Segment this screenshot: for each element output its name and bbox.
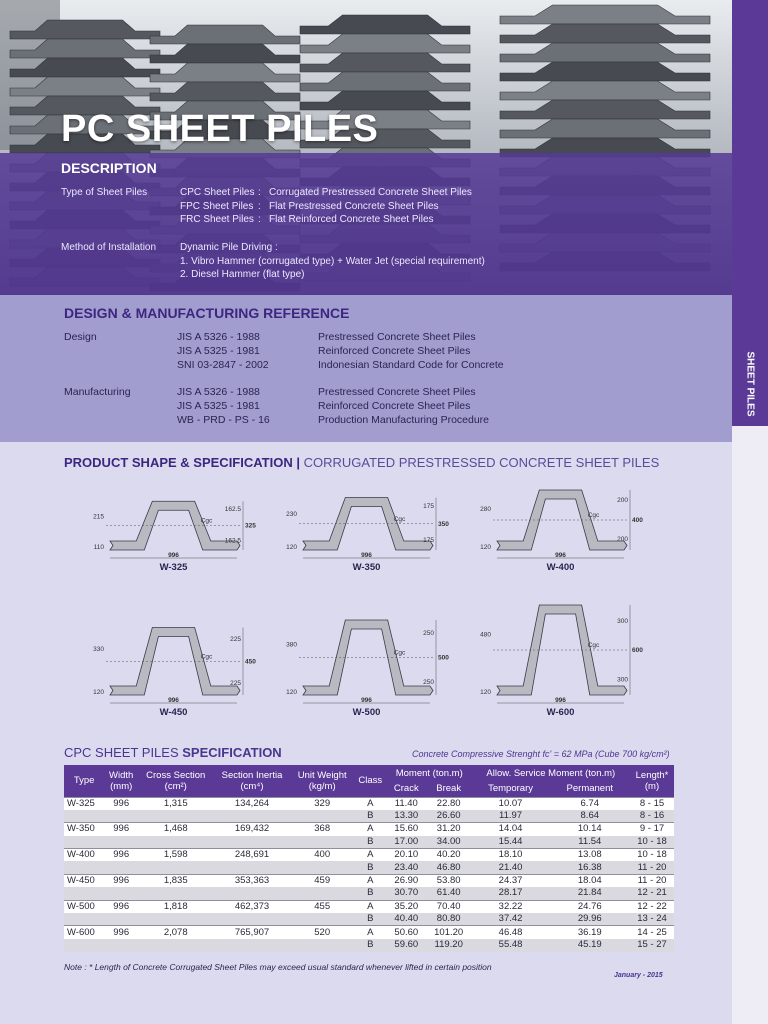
stacked-pile xyxy=(500,62,710,81)
cell-class: B xyxy=(354,861,387,874)
method-line: 1. Vibro Hammer (corrugated type) + Water Jet (special requirement) xyxy=(180,256,485,267)
cell-type: W-325 xyxy=(64,797,104,810)
standard-desc: Reinforced Concrete Sheet Piles xyxy=(318,400,471,412)
cell-weight: 329 xyxy=(291,797,354,810)
cell-cross xyxy=(138,861,213,874)
cgc-label: Cgc xyxy=(393,515,406,523)
cell-cross: 1,315 xyxy=(138,797,213,810)
table-row xyxy=(64,913,674,926)
col-type: Type xyxy=(64,765,104,797)
width-dim: 996 xyxy=(361,552,372,559)
cell-weight xyxy=(291,939,354,952)
standard-code: SNI 03-2847 - 2002 xyxy=(177,359,269,371)
cell-break: 26.60 xyxy=(426,810,472,823)
stacked-pile xyxy=(300,72,470,91)
total-dim: 450 xyxy=(245,658,256,666)
cell-weight xyxy=(291,887,354,900)
cell-inertia: 353,363 xyxy=(213,874,290,887)
spec-heading-light: CPC SHEET PILES xyxy=(64,745,179,760)
cell-type xyxy=(64,887,104,900)
cell-cross: 1,835 xyxy=(138,874,213,887)
table-row xyxy=(64,939,674,952)
cell-length: 10 - 18 xyxy=(630,849,674,862)
table-row xyxy=(64,797,674,810)
cell-inertia xyxy=(213,810,290,823)
top-dim: 175 xyxy=(423,503,434,510)
top-dim: 200 xyxy=(617,497,628,504)
cell-width xyxy=(104,913,138,926)
cell-temporary: 21.40 xyxy=(472,861,550,874)
standard-desc: Prestressed Concrete Sheet Piles xyxy=(318,386,476,398)
col-length xyxy=(630,765,674,797)
cell-permanent: 10.14 xyxy=(550,823,631,836)
cell-type: W-350 xyxy=(64,823,104,836)
cell-width: 996 xyxy=(104,823,138,836)
width-dim: 996 xyxy=(361,697,372,704)
cell-width xyxy=(104,939,138,952)
cell-weight: 368 xyxy=(291,823,354,836)
height-dim: 380 xyxy=(286,641,297,649)
method-line: Dynamic Pile Driving : xyxy=(180,242,278,253)
cell-length: 11 - 20 xyxy=(630,861,674,874)
total-dim: 500 xyxy=(438,654,449,662)
side-margin-strip xyxy=(732,426,768,1024)
type-sep: : xyxy=(258,214,261,225)
width-dim: 996 xyxy=(555,697,566,704)
cell-permanent: 24.76 xyxy=(550,900,631,913)
cell-temporary: 14.04 xyxy=(472,823,550,836)
cell-length: 9 - 17 xyxy=(630,823,674,836)
cell-permanent: 6.74 xyxy=(550,797,631,810)
standard-code: WB - PRD - PS - 16 xyxy=(177,414,270,426)
standard-code: JIS A 5325 - 1981 xyxy=(177,345,260,357)
cell-crack: 30.70 xyxy=(387,887,426,900)
cell-weight xyxy=(291,810,354,823)
total-dim: 600 xyxy=(632,647,643,654)
cell-type: W-400 xyxy=(64,849,104,862)
bottom-dim: 120 xyxy=(93,689,104,696)
bottom-half-dim: 250 xyxy=(423,678,434,686)
table-row xyxy=(64,900,674,913)
cell-length: 12 - 22 xyxy=(630,900,674,913)
type-of-sheet-piles-label: Type of Sheet Piles xyxy=(61,187,148,198)
col-allow-moment: Allow. Service Moment (ton.m) xyxy=(472,765,630,781)
cell-crack: 11.40 xyxy=(387,797,426,810)
table-row xyxy=(64,823,674,836)
type-code: FRC Sheet Piles xyxy=(180,214,254,225)
cell-crack: 23.40 xyxy=(387,861,426,874)
cell-length: 11 - 20 xyxy=(630,874,674,887)
stacked-pile xyxy=(150,82,300,101)
cell-cross xyxy=(138,836,213,849)
cell-width xyxy=(104,861,138,874)
width-dim: 996 xyxy=(555,552,566,559)
table-row xyxy=(64,887,674,900)
table-row xyxy=(64,810,674,823)
col-weight-l1: Unit Weight xyxy=(297,769,347,781)
cell-crack: 20.10 xyxy=(387,849,426,862)
product-shape-heading-bold: PRODUCT SHAPE & SPECIFICATION | xyxy=(64,455,300,470)
cell-temporary: 11.97 xyxy=(472,810,550,823)
standard-desc: Indonesian Standard Code for Concrete xyxy=(318,359,504,371)
cell-length: 14 - 25 xyxy=(630,926,674,939)
total-dim: 400 xyxy=(632,517,643,524)
cell-inertia xyxy=(213,887,290,900)
cell-permanent: 16.38 xyxy=(550,861,631,874)
top-dim: 162.5 xyxy=(224,506,241,513)
shape-name: W-400 xyxy=(546,562,575,573)
standard-desc: Prestressed Concrete Sheet Piles xyxy=(318,331,476,343)
type-name: Corrugated Prestressed Concrete Sheet Piles xyxy=(269,187,472,198)
cell-class: A xyxy=(354,874,387,887)
cell-length: 10 - 18 xyxy=(630,836,674,849)
width-dim: 996 xyxy=(168,697,179,704)
cell-type: W-600 xyxy=(64,926,104,939)
cell-permanent: 29.96 xyxy=(550,913,631,926)
cell-temporary: 24.37 xyxy=(472,874,550,887)
cell-length: 12 - 21 xyxy=(630,887,674,900)
stacked-pile xyxy=(500,24,710,43)
top-dim: 300 xyxy=(617,618,628,625)
standard-desc: Production Manufacturing Procedure xyxy=(318,414,490,426)
cell-crack: 59.60 xyxy=(387,939,426,952)
cell-permanent: 21.84 xyxy=(550,887,631,900)
cell-weight: 400 xyxy=(291,849,354,862)
cell-temporary: 10.07 xyxy=(472,797,550,810)
col-width-l1: Width xyxy=(109,769,134,781)
cell-permanent: 13.08 xyxy=(550,849,631,862)
cell-type: W-450 xyxy=(64,874,104,887)
cell-temporary: 37.42 xyxy=(472,913,550,926)
cell-width: 996 xyxy=(104,926,138,939)
side-tab-label: SHEET PILES xyxy=(744,351,756,417)
col-cross-l2: (cm²) xyxy=(164,780,187,792)
cell-length: 15 - 27 xyxy=(630,939,674,952)
cell-crack: 15.60 xyxy=(387,823,426,836)
cgc-label: Cgc xyxy=(587,512,600,519)
cell-class: A xyxy=(354,900,387,913)
cell-temporary: 32.22 xyxy=(472,900,550,913)
table-row xyxy=(64,836,674,849)
cell-crack: 50.60 xyxy=(387,926,426,939)
col-width-l2: (mm) xyxy=(110,780,133,792)
type-sep: : xyxy=(258,187,261,198)
cell-crack: 40.40 xyxy=(387,913,426,926)
col-unit-weight xyxy=(291,765,354,797)
cell-type xyxy=(64,861,104,874)
bottom-half-dim: 225 xyxy=(230,679,241,687)
stacked-pile xyxy=(150,63,300,82)
type-code: CPC Sheet Piles xyxy=(180,187,255,198)
cell-break: 31.20 xyxy=(426,823,472,836)
shape-name: W-450 xyxy=(159,707,188,718)
spec-heading-bold: SPECIFICATION xyxy=(182,745,282,760)
cell-length: 8 - 16 xyxy=(630,810,674,823)
table-row xyxy=(64,861,674,874)
design-label: Design xyxy=(64,331,97,343)
cell-cross xyxy=(138,913,213,926)
spec-table-body xyxy=(64,797,674,952)
height-dim: 230 xyxy=(286,510,297,518)
cell-inertia xyxy=(213,939,290,952)
col-inertia-l2: (cm⁴) xyxy=(240,780,264,792)
col-cross-l1: Cross Section xyxy=(146,769,206,781)
cell-width xyxy=(104,810,138,823)
product-shape-heading xyxy=(64,455,659,470)
total-dim: 350 xyxy=(438,520,449,528)
cell-class: A xyxy=(354,849,387,862)
top-dim: 225 xyxy=(230,636,241,643)
bottom-half-dim: 300 xyxy=(617,676,628,684)
cell-class: B xyxy=(354,939,387,952)
height-dim: 215 xyxy=(93,513,104,521)
cell-width: 996 xyxy=(104,874,138,887)
cell-inertia xyxy=(213,836,290,849)
page-title: PC SHEET PILES xyxy=(61,108,379,150)
cell-break: 22.80 xyxy=(426,797,472,810)
method-of-installation-label: Method of Installation xyxy=(61,242,157,253)
cell-class: B xyxy=(354,836,387,849)
bottom-dim: 120 xyxy=(286,544,297,551)
bottom-half-dim: 200 xyxy=(617,536,628,543)
standard-code: JIS A 5326 - 1988 xyxy=(177,331,260,343)
spec-heading xyxy=(64,745,282,760)
shape-name: W-500 xyxy=(352,707,381,718)
cell-crack: 35.20 xyxy=(387,900,426,913)
cell-width xyxy=(104,836,138,849)
design-manufacturing-heading: DESIGN & MANUFACTURING REFERENCE xyxy=(64,305,350,321)
col-moment: Moment (ton.m) xyxy=(387,765,472,781)
cell-width: 996 xyxy=(104,797,138,810)
cell-type xyxy=(64,810,104,823)
cell-width: 996 xyxy=(104,849,138,862)
stacked-pile xyxy=(300,53,470,72)
cell-weight: 459 xyxy=(291,874,354,887)
cell-break: 80.80 xyxy=(426,913,472,926)
stacked-pile xyxy=(300,15,470,34)
table-row xyxy=(64,849,674,862)
cell-class: A xyxy=(354,823,387,836)
col-class: Class xyxy=(354,765,387,797)
standard-code: JIS A 5325 - 1981 xyxy=(177,400,260,412)
total-dim: 325 xyxy=(245,522,256,530)
cell-cross xyxy=(138,939,213,952)
cell-permanent: 8.64 xyxy=(550,810,631,823)
cell-temporary: 15.44 xyxy=(472,836,550,849)
type-name: Flat Prestressed Concrete Sheet Piles xyxy=(269,201,439,212)
type-name: Flat Reinforced Concrete Sheet Piles xyxy=(269,214,434,225)
cell-cross: 2,078 xyxy=(138,926,213,939)
cell-class: A xyxy=(354,797,387,810)
col-length-l2: (m) xyxy=(644,780,660,792)
cell-type: W-500 xyxy=(64,900,104,913)
concrete-strength-note: Concrete Compressive Strenght fc' = 62 MPa (Cube 700 kg/cm²) xyxy=(412,749,670,759)
cell-cross: 1,818 xyxy=(138,900,213,913)
cell-temporary: 28.17 xyxy=(472,887,550,900)
col-temporary: Temporary xyxy=(472,781,550,797)
cell-permanent: 36.19 xyxy=(550,926,631,939)
stacked-pile xyxy=(500,100,710,119)
cell-crack: 26.90 xyxy=(387,874,426,887)
cell-inertia xyxy=(213,913,290,926)
stacked-pile xyxy=(150,25,300,44)
cell-cross: 1,468 xyxy=(138,823,213,836)
bottom-half-dim: 175 xyxy=(423,537,434,545)
cell-break: 53.80 xyxy=(426,874,472,887)
stacked-pile xyxy=(150,44,300,63)
cell-break: 46.80 xyxy=(426,861,472,874)
cgc-label: Cgc xyxy=(393,649,406,657)
col-break: Break xyxy=(426,781,472,797)
shape-name: W-600 xyxy=(546,707,575,718)
top-dim: 250 xyxy=(423,630,434,637)
cell-weight xyxy=(291,861,354,874)
cgc-label: Cgc xyxy=(200,653,213,661)
bottom-dim: 110 xyxy=(93,544,104,551)
cell-weight xyxy=(291,836,354,849)
cell-class: B xyxy=(354,887,387,900)
description-heading: DESCRIPTION xyxy=(61,160,157,176)
cell-cross: 1,598 xyxy=(138,849,213,862)
width-dim: 996 xyxy=(168,552,179,559)
standard-desc: Reinforced Concrete Sheet Piles xyxy=(318,345,471,357)
cell-length: 13 - 24 xyxy=(630,913,674,926)
height-dim: 280 xyxy=(480,506,491,513)
stacked-pile xyxy=(500,81,710,100)
publication-date: January - 2015 xyxy=(614,972,663,979)
cell-inertia: 169,432 xyxy=(213,823,290,836)
cell-temporary: 55.48 xyxy=(472,939,550,952)
cell-inertia xyxy=(213,861,290,874)
cell-break: 40.20 xyxy=(426,849,472,862)
col-length-l1: Length* xyxy=(635,769,669,781)
manufacturing-label: Manufacturing xyxy=(64,386,131,398)
col-crack: Crack xyxy=(387,781,426,797)
bottom-dim: 120 xyxy=(480,689,491,696)
cell-inertia: 248,691 xyxy=(213,849,290,862)
method-line: 2. Diesel Hammer (flat type) xyxy=(180,269,305,280)
spec-table xyxy=(64,765,674,952)
cell-length: 8 - 15 xyxy=(630,797,674,810)
col-weight-l2: (kg/m) xyxy=(308,780,336,792)
cell-permanent: 45.19 xyxy=(550,939,631,952)
stacked-pile xyxy=(500,5,710,24)
cell-type xyxy=(64,836,104,849)
cell-cross xyxy=(138,810,213,823)
cell-crack: 17.00 xyxy=(387,836,426,849)
cell-break: 34.00 xyxy=(426,836,472,849)
cell-weight xyxy=(291,913,354,926)
col-permanent: Permanent xyxy=(550,781,631,797)
stacked-pile xyxy=(500,119,710,138)
cell-class: B xyxy=(354,913,387,926)
cgc-label: Cgc xyxy=(587,642,600,649)
cell-width: 996 xyxy=(104,900,138,913)
table-row xyxy=(64,926,674,939)
cell-break: 70.40 xyxy=(426,900,472,913)
shape-name: W-350 xyxy=(352,562,381,573)
type-code: FPC Sheet Piles xyxy=(180,201,254,212)
cell-temporary: 18.10 xyxy=(472,849,550,862)
cell-break: 101.20 xyxy=(426,926,472,939)
cell-class: A xyxy=(354,926,387,939)
col-cross-section xyxy=(138,765,213,797)
table-row xyxy=(64,874,674,887)
col-inertia-l1: Section Inertia xyxy=(221,769,283,781)
cell-permanent: 11.54 xyxy=(550,836,631,849)
cell-inertia: 134,264 xyxy=(213,797,290,810)
col-section-inertia xyxy=(213,765,290,797)
height-dim: 330 xyxy=(93,646,104,654)
cell-type xyxy=(64,939,104,952)
cell-class: B xyxy=(354,810,387,823)
cell-break: 119.20 xyxy=(426,939,472,952)
bottom-dim: 120 xyxy=(286,689,297,696)
cell-break: 61.40 xyxy=(426,887,472,900)
height-dim: 480 xyxy=(480,631,491,639)
cell-inertia: 462,373 xyxy=(213,900,290,913)
stacked-pile xyxy=(500,43,710,62)
cell-type xyxy=(64,913,104,926)
cell-cross xyxy=(138,887,213,900)
cell-width xyxy=(104,887,138,900)
length-footnote: Note : * Length of Concrete Corrugated Sheet Piles may exceed usual standard whenever lifted in certain position xyxy=(64,962,492,972)
pile-shape-diagrams xyxy=(0,480,732,740)
bottom-half-dim: 162.5 xyxy=(224,537,241,545)
col-width xyxy=(104,765,138,797)
type-sep: : xyxy=(258,201,261,212)
standard-code: JIS A 5326 - 1988 xyxy=(177,386,260,398)
cell-permanent: 18.04 xyxy=(550,874,631,887)
cell-weight: 520 xyxy=(291,926,354,939)
cell-weight: 455 xyxy=(291,900,354,913)
stacked-pile xyxy=(300,34,470,53)
cell-inertia: 765,907 xyxy=(213,926,290,939)
cell-temporary: 46.48 xyxy=(472,926,550,939)
cell-crack: 13.30 xyxy=(387,810,426,823)
product-shape-heading-light: CORRUGATED PRESTRESSED CONCRETE SHEET PILES xyxy=(303,455,660,470)
bottom-dim: 120 xyxy=(480,544,491,551)
shape-name: W-325 xyxy=(159,562,188,573)
cgc-label: Cgc xyxy=(200,517,213,525)
